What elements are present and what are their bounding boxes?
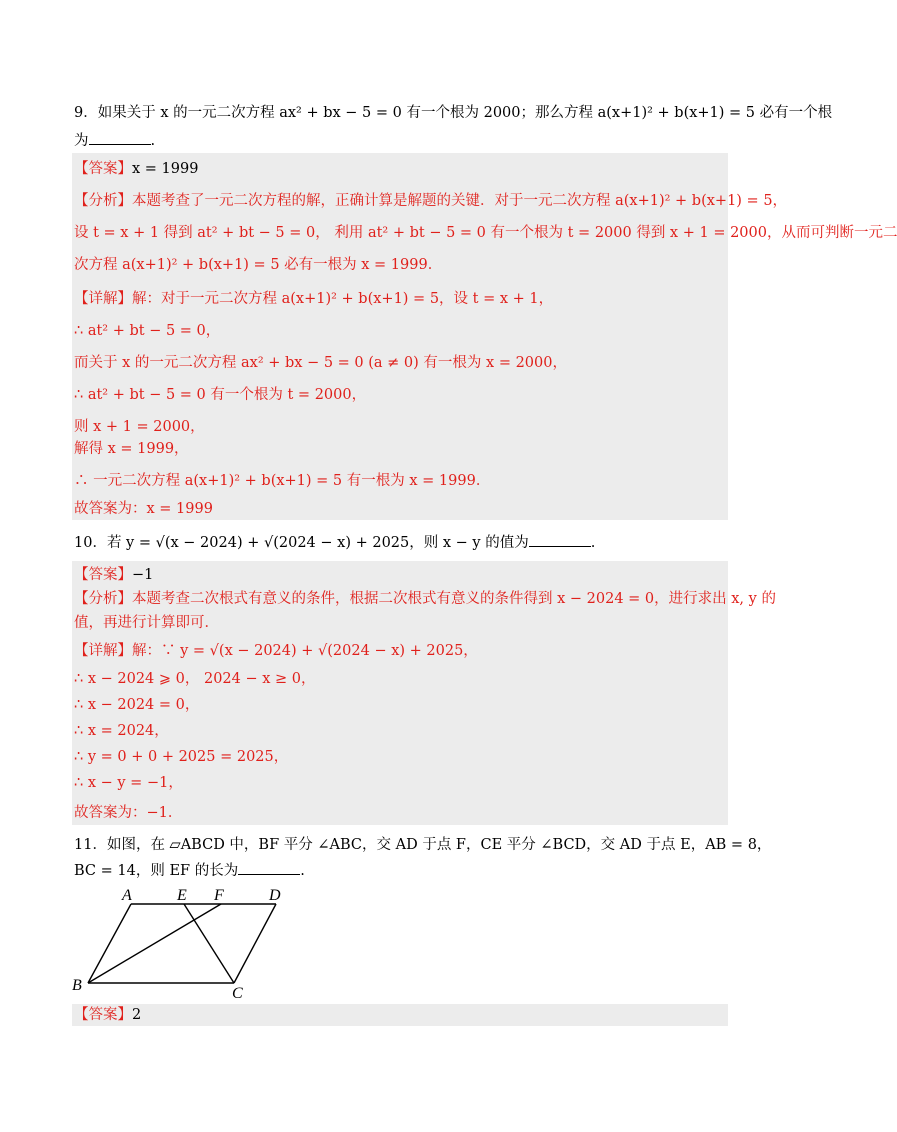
segment-CD (234, 904, 276, 983)
q11-stem-line2: BC = 14，则 EF 的长为 . (74, 860, 305, 882)
label-E: E (177, 887, 187, 904)
q11-answer: 【答案】2 (74, 1007, 142, 1023)
q10-answer: 【答案】−1 (74, 567, 154, 583)
q9-detail-line7: ∴ 一元二次方程 a(x+1)² + b(x+1) = 5 有一根为 x = 1999． (74, 473, 491, 489)
label-F: F (214, 887, 224, 904)
q9-analysis-line2: 设 t = x + 1 得到 at² + bt − 5 = 0， 利用 at² + bt − 5 = 0 有一个根为 t = 2000 得到 x + 1 = 2000，从而可判断一元二 (74, 225, 897, 241)
q9-stem-line1: 9．如果关于 x 的一元二次方程 ax² + bx − 5 = 0 有一个根为 2000；那么方程 a(x+1)² + b(x+1) = 5 必有一个根 (74, 105, 833, 121)
q10-detail-line2: ∴ x − 2024 ⩾ 0， 2024 − x ≥ 0， (74, 671, 316, 687)
q9-stem-line2: 为 . (74, 130, 155, 152)
q10-detail-line1: 【详解】解：∵ y = √(x − 2024) + √(2024 − x) + 2025， (74, 643, 478, 659)
q9-detail-line4: ∴ at² + bt − 5 = 0 有一个根为 t = 2000， (74, 387, 367, 403)
label-A: A (122, 887, 132, 904)
q11-solution-box (72, 1004, 728, 1026)
q10-analysis-line1: 【分析】本题考查二次根式有意义的条件，根据二次根式有意义的条件得到 x − 2024 = 0，进行求出 x, y 的 (74, 591, 776, 607)
q9-detail-line1: 【详解】解：对于一元二次方程 a(x+1)² + b(x+1) = 5，设 t = x + 1， (74, 291, 554, 307)
q10-detail-line4: ∴ x = 2024， (74, 723, 169, 739)
q9-analysis-line3: 次方程 a(x+1)² + b(x+1) = 5 必有一根为 x = 1999． (74, 257, 443, 273)
parallelogram-figure (64, 880, 304, 1000)
label-C: C (232, 985, 243, 1002)
q10-detail-line7: 故答案为：−1． (74, 805, 183, 821)
q9-answer: 【答案】x = 1999 (74, 161, 199, 177)
q9-detail-line5: 则 x + 1 = 2000， (74, 419, 205, 435)
q10-detail-line3: ∴ x − 2024 = 0， (74, 697, 200, 713)
q9-detail-line8: 故答案为：x = 1999 (74, 501, 213, 517)
q10-detail-line5: ∴ y = 0 + 0 + 2025 = 2025， (74, 749, 289, 765)
q9-detail-line3: 而关于 x 的一元二次方程 ax² + bx − 5 = 0 (a ≠ 0) 有一根为 x = 2000， (74, 355, 567, 371)
q9-detail-line6: 解得 x = 1999， (74, 441, 189, 457)
segment-AB (88, 904, 131, 983)
label-B: B (72, 977, 82, 994)
segment-CE (184, 904, 234, 983)
q10-analysis-line2: 值，再进行计算即可． (74, 615, 219, 631)
q10-stem: 10．若 y = √(x − 2024) + √(2024 − x) + 2025，则 x − y 的值为 . (74, 532, 595, 554)
segment-BF (88, 904, 221, 983)
answer-blank (89, 130, 151, 145)
q9-analysis-line1: 【分析】本题考查了一元二次方程的解，正确计算是解题的关键．对于一元二次方程 a(x+1)² + b(x+1) = 5， (74, 193, 788, 209)
answer-blank (529, 532, 591, 547)
q11-stem-line1: 11．如图，在 ▱ABCD 中，BF 平分 ∠ABC，交 AD 于点 F，CE 平分 ∠BCD，交 AD 于点 E，AB = 8， (74, 837, 772, 853)
answer-blank (238, 860, 300, 875)
q10-detail-line6: ∴ x − y = −1， (74, 775, 183, 791)
q9-detail-line2: ∴ at² + bt − 5 = 0， (74, 323, 221, 339)
label-D: D (269, 887, 281, 904)
